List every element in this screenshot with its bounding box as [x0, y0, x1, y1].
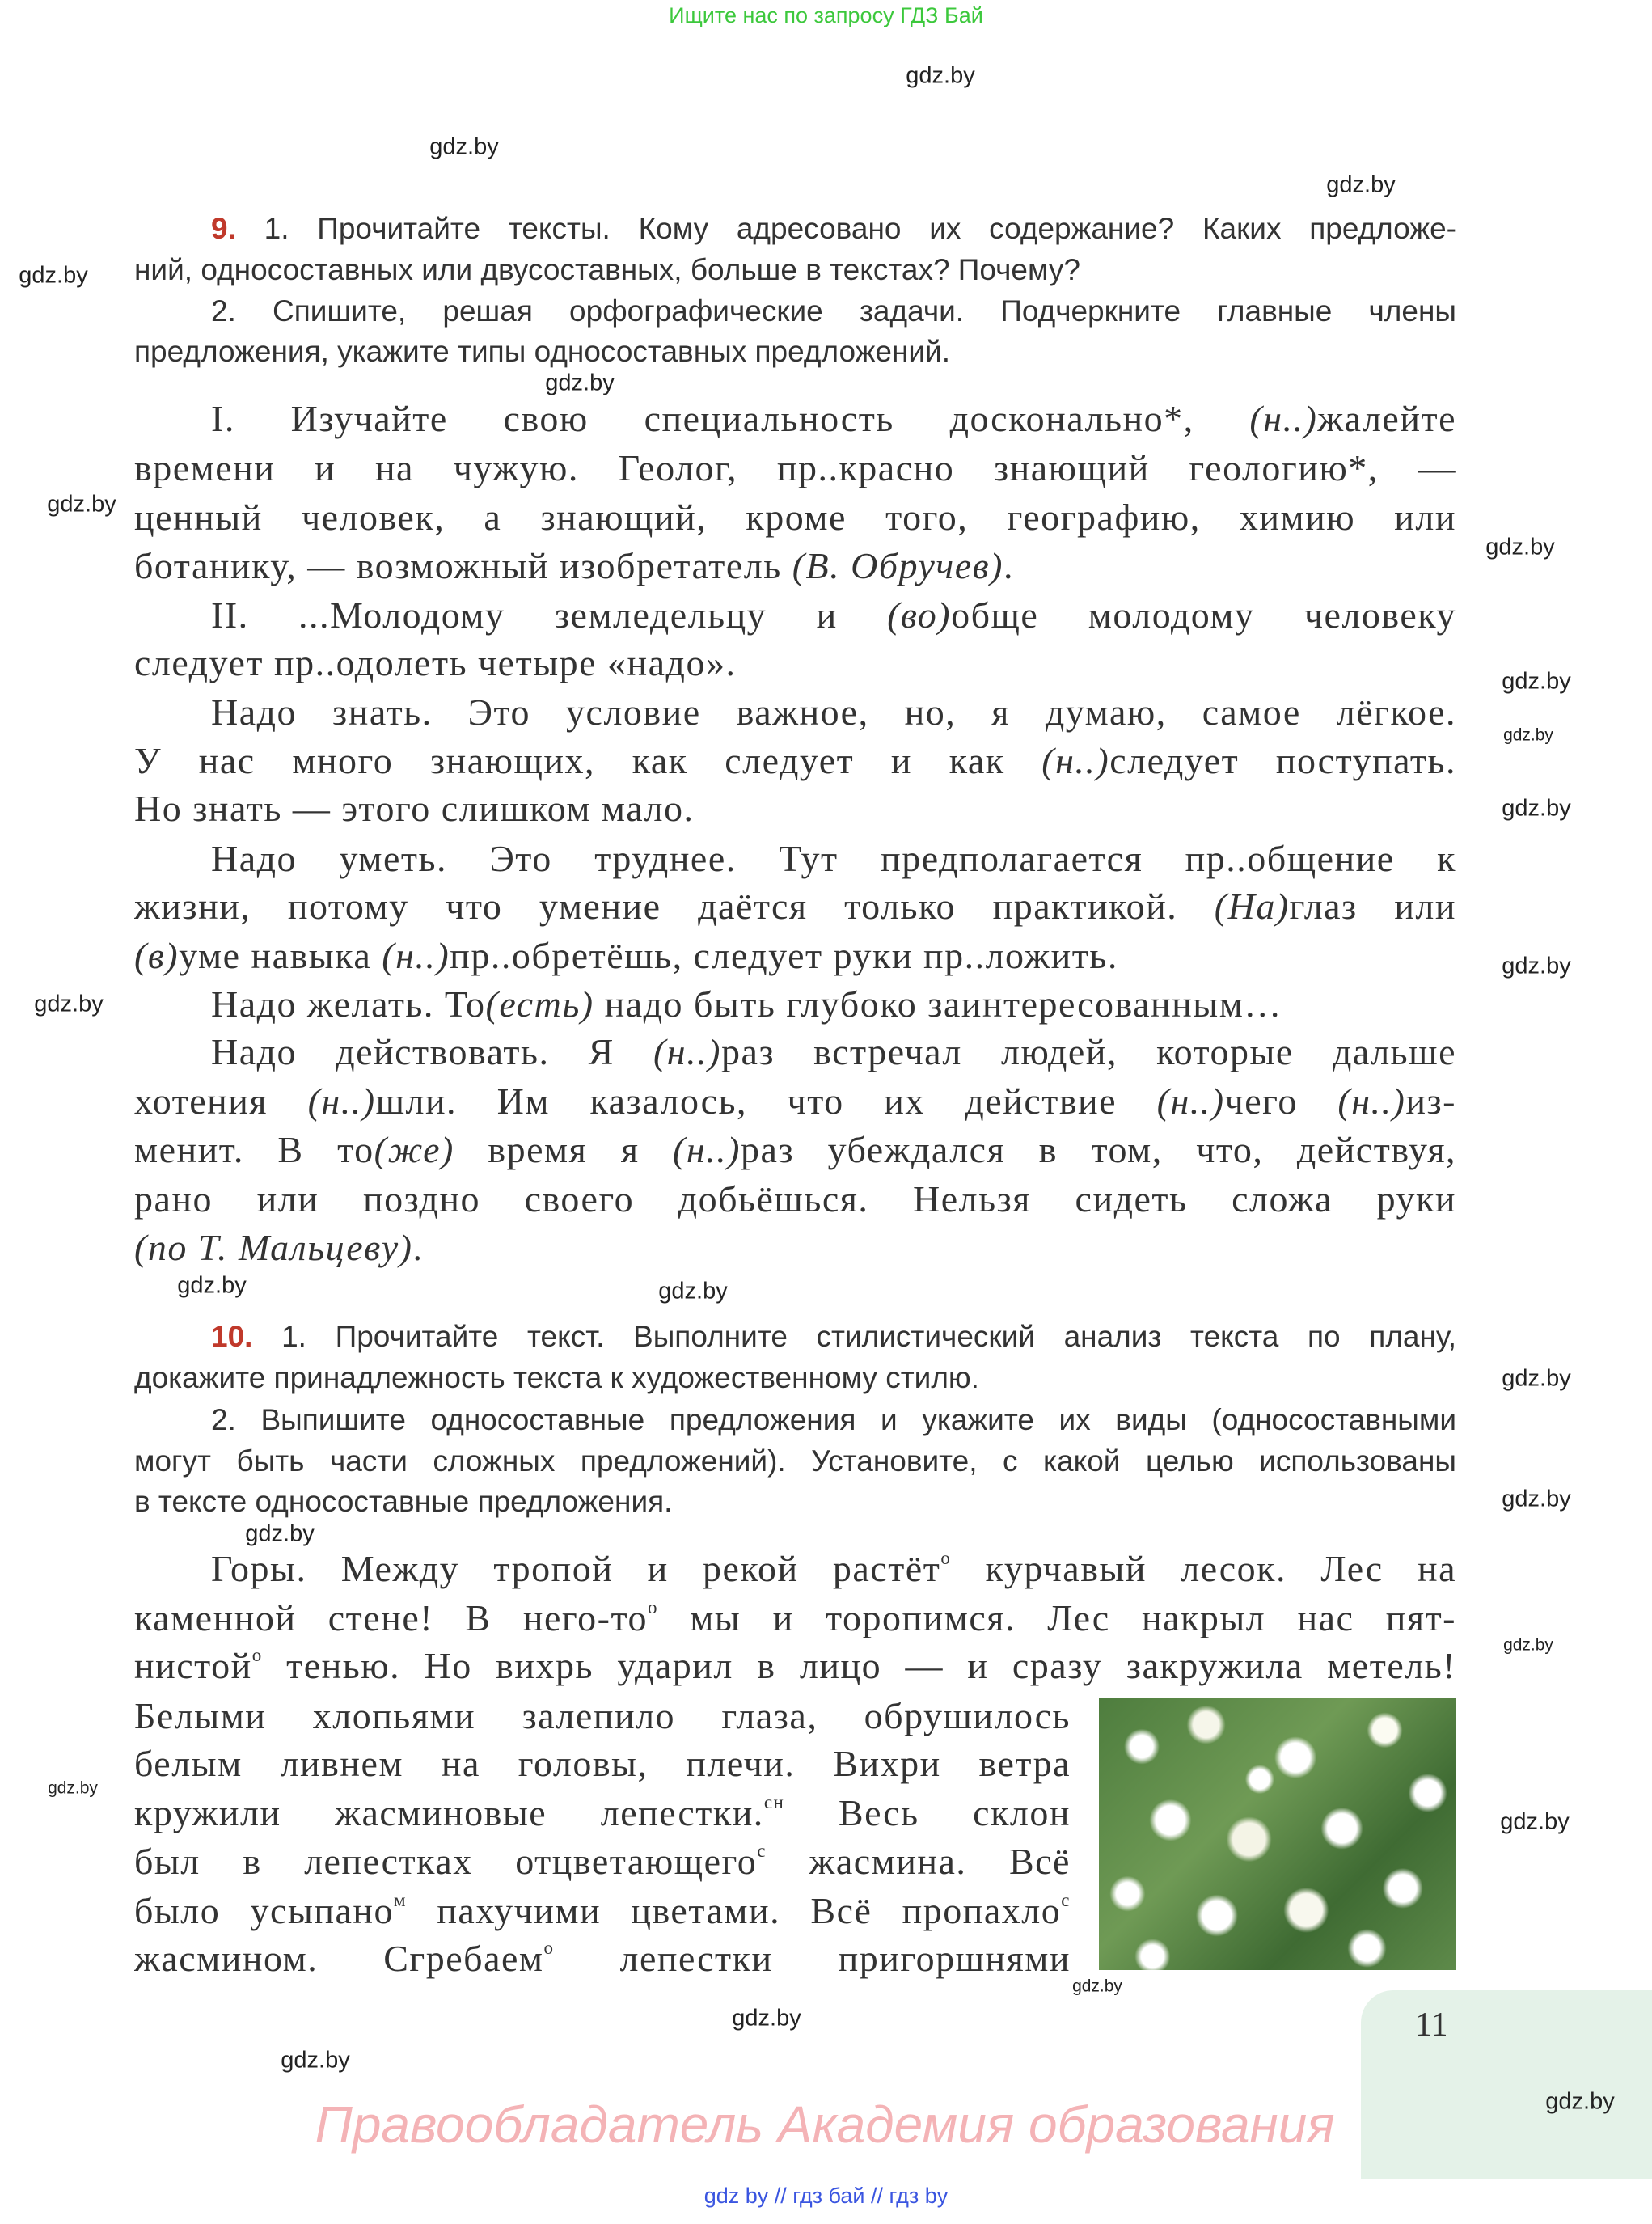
- task9-line: [134, 209, 1456, 248]
- text-fragment: (н..): [673, 1129, 741, 1170]
- text-fragment: кружили жасминовые лепестки.: [134, 1792, 764, 1833]
- text1-line: [134, 787, 1456, 831]
- text-fragment: пахучими цветами. Всё пропахло: [407, 1890, 1062, 1931]
- text-fragment: (н..): [1156, 1080, 1225, 1122]
- watermark: gdz.by: [658, 1278, 728, 1304]
- text-fragment: ценный человек, а знающий, кроме того, географию, химию или: [134, 497, 1456, 538]
- text-fragment: лепестки пригоршнями: [554, 1938, 1071, 1979]
- text-fragment: (же): [374, 1129, 454, 1170]
- text-fragment: докажите принадлежность текста к художественному стилю.: [134, 1361, 979, 1394]
- style-mark: с: [1061, 1890, 1071, 1911]
- text-fragment: 2. Выпишите односоставные предложения и укажите их виды (односоставными: [211, 1403, 1456, 1436]
- text-fragment: 1. Прочитайте тексты. Кому адресовано их содержание? Каких предложе-: [235, 212, 1456, 245]
- text-fragment: в тексте односоставные предложения.: [134, 1485, 673, 1518]
- text1-line: [134, 446, 1456, 490]
- task9-line: [134, 292, 1456, 331]
- text-fragment: (в): [134, 935, 180, 976]
- text-fragment: белым ливнем на головы, плечи. Вихри ветра: [134, 1743, 1071, 1784]
- watermark: gdz.by: [1485, 534, 1555, 560]
- text-fragment: могут быть части сложных предложений). Установите, с какой целью использованы: [134, 1444, 1456, 1478]
- text-fragment: Надо уметь. Это труднее. Тут предполагается пр..общение к: [211, 838, 1456, 879]
- text1-line: [134, 1226, 1456, 1270]
- text-fragment: (есть): [485, 983, 594, 1025]
- text-fragment: раз убеждался в том, что, действуя,: [740, 1129, 1456, 1170]
- text1-line: [134, 739, 1456, 783]
- exercise-number: 9.: [211, 212, 236, 245]
- text-fragment: рано или поздно своего добьёшься. Нельзя сидеть сложа руки: [134, 1178, 1456, 1220]
- exercise-number: 10.: [211, 1320, 253, 1353]
- text1-line: [134, 544, 1456, 588]
- text-fragment: предложения, укажите типы односоставных предложений.: [134, 335, 951, 368]
- watermark: gdz.by: [1502, 1365, 1571, 1392]
- watermark: gdz.by: [245, 1520, 315, 1547]
- footer-links[interactable]: gdz by // гдз бай // гдз by: [703, 2184, 949, 2208]
- text-fragment: Но знать — этого слишком мало.: [134, 788, 695, 829]
- text-fragment: каменной стене! В него-то: [134, 1597, 648, 1638]
- style-mark: о: [647, 1597, 658, 1618]
- text2-line: [134, 1742, 1071, 1786]
- watermark: gdz.by: [19, 262, 88, 289]
- watermark: gdz.by: [429, 133, 499, 160]
- text2-line: [134, 1937, 1071, 1981]
- text-fragment: менит. В то: [134, 1129, 374, 1170]
- task10-line: [134, 1401, 1456, 1440]
- text-fragment: 2. Спишите, решая орфографические задачи. Подчеркните главные члены: [211, 294, 1456, 328]
- style-mark: сн: [763, 1792, 785, 1813]
- text1-line: [134, 1128, 1456, 1172]
- style-mark: м: [394, 1890, 408, 1911]
- text-fragment: (На): [1214, 886, 1290, 927]
- text-fragment: Весь склон: [784, 1792, 1071, 1833]
- text-fragment: курчавый лесок. Лес на: [951, 1548, 1456, 1589]
- watermark: gdz.by: [1503, 1635, 1553, 1655]
- style-mark: о: [543, 1938, 555, 1959]
- text1-line: [134, 885, 1456, 928]
- watermark: gdz.by: [1500, 1808, 1570, 1835]
- text1-line: [134, 594, 1456, 637]
- text-fragment: был в лепестках отцветающего: [134, 1841, 758, 1882]
- text2-line: [134, 1644, 1456, 1688]
- text-fragment: .: [1003, 545, 1014, 586]
- style-mark: о: [251, 1645, 263, 1666]
- text2-line: [134, 1694, 1071, 1738]
- watermark: gdz.by: [906, 62, 975, 89]
- text-fragment: 1. Прочитайте текст. Выполните стилистический анализ текста по плану,: [252, 1320, 1456, 1353]
- text-fragment: уме навыка: [179, 935, 382, 976]
- text-fragment: Надо знать. Это условие важное, но, я думаю, самое лёгкое.: [211, 691, 1456, 733]
- text1-line: [134, 837, 1456, 881]
- watermark: gdz.by: [1502, 795, 1571, 822]
- text2-line: [134, 1547, 1456, 1591]
- watermark: gdz.by: [34, 991, 104, 1017]
- text1-line: [134, 496, 1456, 539]
- watermark: gdz.by: [1502, 953, 1571, 979]
- text1-line: [134, 397, 1456, 441]
- text-fragment: ний, односоставных или двусоставных, больше в текстах? Почему?: [134, 253, 1080, 286]
- text1-line: [134, 1178, 1456, 1221]
- task9-line: [134, 332, 1456, 371]
- watermark: gdz.by: [48, 1778, 98, 1798]
- text-fragment: ботанику, — возможный изобретатель: [134, 545, 792, 586]
- text-fragment: обще молодому человеку: [951, 594, 1456, 636]
- task10-line: [134, 1482, 1456, 1521]
- text2-line: [134, 1840, 1071, 1884]
- text2-line: [134, 1596, 1456, 1640]
- text-fragment: следует пр..одолеть четыре «надо».: [134, 642, 737, 683]
- text-fragment: I. Изучайте свою специальность досконально*,: [211, 398, 1250, 439]
- watermark: gdz.by: [545, 370, 615, 396]
- text-fragment: следует поступать.: [1109, 740, 1456, 781]
- watermark: gdz.by: [1503, 725, 1553, 745]
- task10-line: [134, 1442, 1456, 1481]
- text2-line: [134, 1791, 1071, 1835]
- watermark: gdz.by: [1072, 1977, 1122, 1996]
- text2-line: [134, 1889, 1071, 1933]
- text-fragment: Надо желать. То: [211, 983, 486, 1025]
- text-fragment: Белыми хлопьями залепило глаза, обрушилось: [134, 1695, 1071, 1736]
- text-fragment: было усыпано: [134, 1890, 394, 1931]
- text-fragment: хотения: [134, 1080, 308, 1122]
- text-fragment: время я: [454, 1129, 673, 1170]
- text-fragment: .: [412, 1227, 424, 1268]
- task10-line: [134, 1359, 1456, 1397]
- text1-line: [134, 691, 1456, 734]
- text-fragment: (н..): [653, 1031, 721, 1072]
- text-fragment: жалейте: [1317, 398, 1456, 439]
- jasmine-photo: [1099, 1698, 1456, 1970]
- watermark: gdz.by: [177, 1272, 247, 1299]
- text1-line: [134, 641, 1456, 685]
- text-fragment: шли. Им казалось, что их действие: [375, 1080, 1157, 1122]
- text-fragment: жасмином. Сгребаем: [134, 1938, 544, 1979]
- text-fragment: пр..обретёшь, следует руки пр..ложить.: [450, 935, 1118, 976]
- text1-line: [134, 934, 1456, 978]
- watermark: gdz.by: [47, 491, 116, 518]
- text1-line: [134, 983, 1456, 1026]
- watermark: gdz.by: [1502, 1486, 1571, 1512]
- text-fragment: времени и на чужую. Геолог, пр..красно знающий геологию*, —: [134, 447, 1456, 488]
- text-fragment: мы и торопимся. Лес накрыл нас пят-: [657, 1597, 1456, 1638]
- text-fragment: (по Т. Мальцеву): [134, 1227, 413, 1268]
- text-fragment: II. ...Молодому земледельцу и: [211, 594, 888, 636]
- text1-line: [134, 1080, 1456, 1123]
- text-fragment: глаз или: [1289, 886, 1456, 927]
- text-fragment: Надо действовать. Я: [211, 1031, 653, 1072]
- watermark: gdz.by: [732, 2005, 801, 2032]
- text-fragment: раз встречал людей, которые дальше: [720, 1031, 1456, 1072]
- text-fragment: (во): [887, 594, 952, 636]
- text-fragment: (н..): [1249, 398, 1318, 439]
- task10-line: [134, 1317, 1456, 1356]
- text-fragment: тенью. Но вихрь ударил в лицо — и сразу закружила метель!: [262, 1645, 1456, 1686]
- text-fragment: нистой: [134, 1645, 252, 1686]
- watermark: gdz.by: [281, 2047, 350, 2074]
- text-fragment: (н..): [382, 935, 450, 976]
- text-fragment: чего: [1224, 1080, 1338, 1122]
- text1-line: [134, 1030, 1456, 1074]
- text-fragment: жизни, потому что умение даётся только практикой.: [134, 886, 1215, 927]
- text-fragment: У нас много знающих, как следует и как: [134, 740, 1042, 781]
- style-mark: о: [940, 1548, 952, 1569]
- text-fragment: Горы. Между тропой и рекой растёт: [211, 1548, 941, 1589]
- style-mark: с: [757, 1841, 767, 1862]
- text-fragment: (н..): [307, 1080, 376, 1122]
- text-fragment: (н..): [1041, 740, 1110, 781]
- text-fragment: из-: [1405, 1080, 1456, 1122]
- text-fragment: надо быть глубоко заинтересованным…: [594, 983, 1282, 1025]
- watermark: gdz.by: [1502, 668, 1571, 695]
- watermark: gdz.by: [1326, 171, 1396, 198]
- text-fragment: жасмина. Всё: [766, 1841, 1071, 1882]
- copyright-notice: Правообладатель Академия образования: [315, 2095, 1335, 2154]
- text-fragment: (н..): [1337, 1080, 1406, 1122]
- page-number: 11: [1415, 2006, 1448, 2044]
- search-hint-banner: Ищите нас по запросу ГДЗ Бай: [669, 3, 983, 27]
- page-number-tab: [1361, 1990, 1652, 2179]
- text-fragment: (В. Обручев): [792, 545, 1003, 586]
- watermark: gdz.by: [1545, 2088, 1615, 2115]
- task9-line: [134, 251, 1456, 290]
